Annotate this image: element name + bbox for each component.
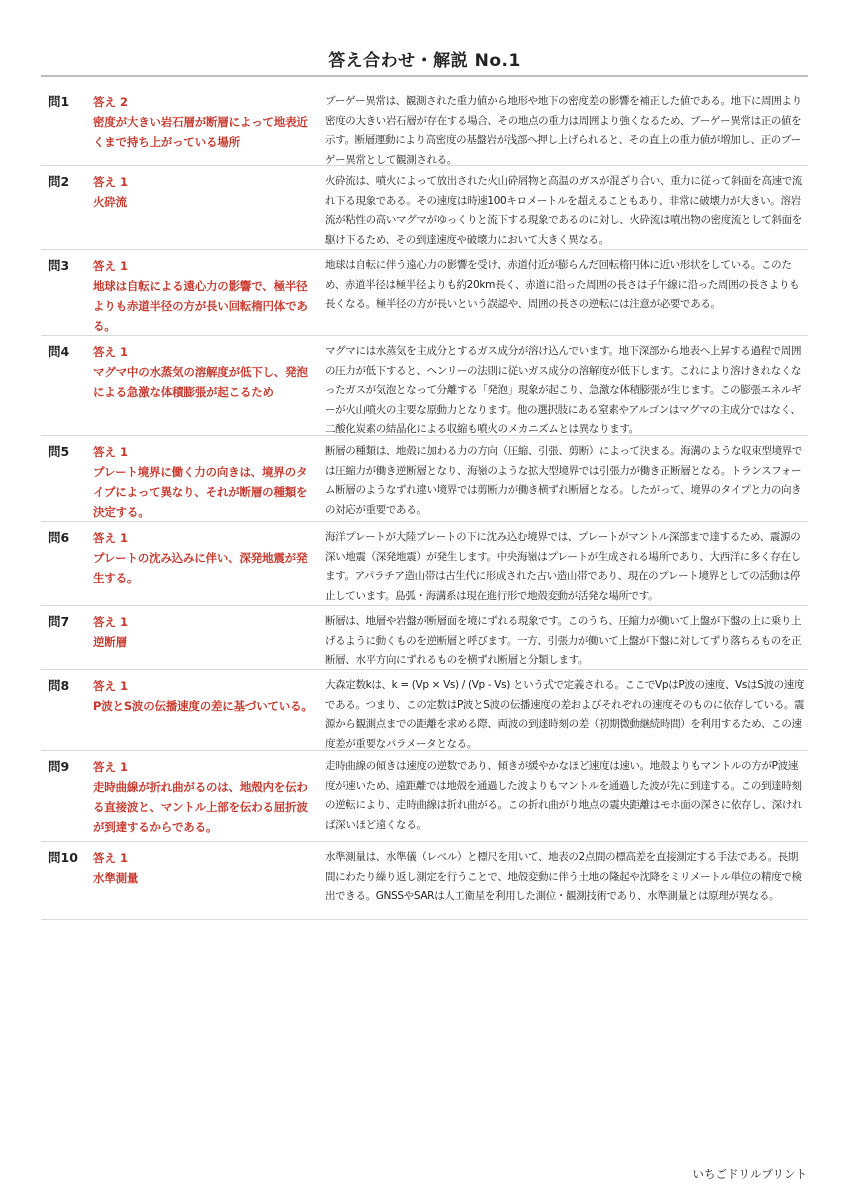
answer-row — [41, 250, 808, 336]
answer-label: 答え 1 — [93, 175, 129, 189]
question-number: 問7 — [48, 614, 70, 629]
answer-label: 答え 1 — [93, 679, 129, 693]
answer-cell — [93, 256, 325, 335]
answer-label: 答え 1 — [93, 531, 129, 545]
question-number: 問5 — [48, 444, 70, 459]
question-number: 問9 — [48, 759, 70, 774]
question-number: 問4 — [48, 344, 70, 359]
answer-text: 水準測量 — [93, 871, 139, 885]
answer-row — [41, 436, 808, 522]
answer-row — [41, 522, 808, 606]
answer-text: 逆断層 — [93, 635, 127, 649]
answer-text: P波とS波の伝播速度の差に基づいている。 — [93, 699, 313, 713]
explanation-text: ブーゲー異常は、観測された重力値から地形や地下の密度差の影響を補正した値である。地下に周囲より密度の大きい岩石層が存在する場合、その地点の重力は周囲より強くなるため、ブーゲー異常は正の値を示す。断層運動により高密度の基盤岩が浅部へ押し上げられると、その直上の重力値が増加し、正のブーゲー異常として観測される。 — [325, 95, 802, 166]
question-number: 問2 — [48, 174, 70, 189]
answer-label: 答え 1 — [93, 345, 129, 359]
question-number: 問6 — [48, 530, 70, 545]
explanation-text: 走時曲線の傾きは速度の逆数であり、傾きが緩やかなほど速度は速い。地殻よりもマントルの方がP波速度が速いため、遠距離では地殻を通過した波よりもマントルを通過した波が先に到達する。この到達時刻の逆転により、走時曲線は折れ曲がる。この折れ曲がり地点の震央距離はモホ面の深さに依存し、深ければ深いほど遠くなる。 — [325, 760, 803, 831]
answer-cell — [93, 848, 325, 919]
answer-cell — [93, 757, 325, 841]
answer-cell — [93, 528, 325, 605]
answer-text: プレートの沈み込みに伴い、深発地震が発生する。 — [93, 551, 308, 585]
question-number: 問10 — [48, 850, 78, 865]
explanation-text: 火砕流は、噴火によって放出された火山砕屑物と高温のガスが混ざり合い、重力に従って斜面を高速で流れ下る現象である。その速度は時速100キロメートルを超えることもあり、非常に破壊力が大きい。溶岩流が粘性の高いマグマがゆっくりと流下する現象であるのに対し、火砕流は噴出物の密度流として斜面を駆け下るため、その到達速度や破壊力において大きく異なる。 — [325, 175, 803, 246]
title-divider — [41, 75, 808, 77]
answer-text: マグマ中の水蒸気の溶解度が低下し、発泡による急激な体積膨張が起こるため — [93, 365, 308, 399]
answer-cell — [93, 342, 325, 435]
answer-label: 答え 1 — [93, 259, 129, 273]
question-number: 問8 — [48, 678, 70, 693]
footer-brand: いちごドリルプリント — [692, 1167, 807, 1181]
answer-row — [41, 842, 808, 920]
answer-text: 火砕流 — [93, 195, 127, 209]
answer-cell — [93, 442, 325, 521]
explanation-text: 断層の種類は、地殻に加わる力の方向（圧縮、引張、剪断）によって決まる。海溝のような収束型境界では圧縮力が働き逆断層となり、海嶺のような拡大型境界では引張力が働き正断層となる。トランスフォーム断層のようなずれ違い境界では剪断力が働き横ずれ断層となる。したがって、境界のタイプと力の向きの対応が重要である。 — [325, 445, 803, 516]
answer-row — [41, 606, 808, 670]
explanation-text: 断層は、地層や岩盤が断層面を境にずれる現象です。このうち、圧縮力が働いて上盤が下盤の上に乗り上げるように動くものを逆断層と呼びます。一方、引張力が働いて上盤が下盤に対してずり落ちるものを正断層、水平方向にずれるものを横ずれ断層と分類します。 — [325, 615, 802, 666]
explanation-text: マグマには水蒸気を主成分とするガス成分が溶け込んでいます。地下深部から地表へ上昇する過程で周囲の圧力が低下すると、ヘンリーの法則に従いガス成分の溶解度が低下します。これにより溶けきれなくなったガスが気泡となって分離する「発泡」現象が起こり、急激な体積膨張が生じます。この膨張エネルギーが火山噴火の主要な原動力となります。他の選択肢にある窒素やアルゴンはマグマの主成分ではなく、二酸化炭素の結晶化による収縮も噴火のメカニズムとは異なります。 — [325, 345, 802, 435]
explanation-text: 地球は自転に伴う遠心力の影響を受け、赤道付近が膨らんだ回転楕円体に近い形状をしている。このため、赤道半径は極半径よりも約20km長く、赤道に沿った周囲の長さは子午線に沿った周囲の長さよりも長くなる。極半径の方が長いという誤認や、周囲の長さの逆転には注意が必要である。 — [325, 259, 800, 310]
answer-row — [41, 86, 808, 166]
answer-cell — [93, 172, 325, 249]
answer-text: 密度が大きい岩石層が断層によって地表近くまで持ち上がっている場所 — [93, 115, 308, 149]
answer-label: 答え 1 — [93, 760, 129, 774]
page-title: 答え合わせ・解説 No.1 — [328, 51, 521, 71]
answer-list — [41, 86, 808, 920]
answer-row — [41, 670, 808, 751]
question-number: 問3 — [48, 258, 70, 273]
answer-label: 答え 1 — [93, 851, 129, 865]
answer-row — [41, 336, 808, 436]
answer-label: 答え 1 — [93, 615, 129, 629]
explanation-text: 大森定数kは、k = (Vp × Vs) / (Vp - Vs) という式で定義される。ここでVpはP波の速度、VsはS波の速度である。つまり、この定数はP波とS波の伝播速度の差およびそれぞれの速度そのものに依存している。震源から観測点までの距離を求める際、両波の到達時刻の差（初期微動継続時間）を利用するため、この速度差が重要なパラメータとなる。 — [325, 679, 805, 750]
answer-text: 地球は自転による遠心力の影響で、極半径よりも赤道半径の方が長い回転楕円体である。 — [93, 279, 308, 333]
explanation-text: 海洋プレートが大陸プレートの下に沈み込む境界では、プレートがマントル深部まで達するため、震源の深い地震（深発地震）が発生します。中央海嶺はプレートが生成される場所であり、大西洋に多く存在します。アパラチア造山帯は古生代に形成された古い造山帯であり、現在のプレート境界としての活動は停止しています。島弧・海溝系は現在進行形で地殻変動が活発な場所です。 — [325, 531, 801, 602]
answer-row — [41, 751, 808, 842]
answer-row — [41, 166, 808, 250]
answer-label: 答え 1 — [93, 445, 129, 459]
explanation-text: 水準測量は、水準儀（レベル）と標尺を用いて、地表の2点間の標高差を直接測定する手法である。長期間にわたり繰り返し測定を行うことで、地殻変動に伴う土地の隆起や沈降をミリメートル単位の精度で検出できる。GNSSやSARは人工衛星を利用した測位・観測技術であり、水準測量とは原理が異なる。 — [325, 851, 802, 902]
answer-text: 走時曲線が折れ曲がるのは、地殻内を伝わる直接波と、マントル上部を伝わる屈折波が到達するからである。 — [93, 780, 308, 834]
question-number: 問1 — [48, 94, 70, 109]
answer-cell — [93, 92, 325, 165]
answer-cell — [93, 612, 325, 669]
answer-text: プレート境界に働く力の向きは、境界のタイプによって異なり、それが断層の種類を決定する。 — [93, 465, 308, 519]
answer-label: 答え 2 — [93, 95, 129, 109]
answer-cell — [93, 676, 325, 750]
